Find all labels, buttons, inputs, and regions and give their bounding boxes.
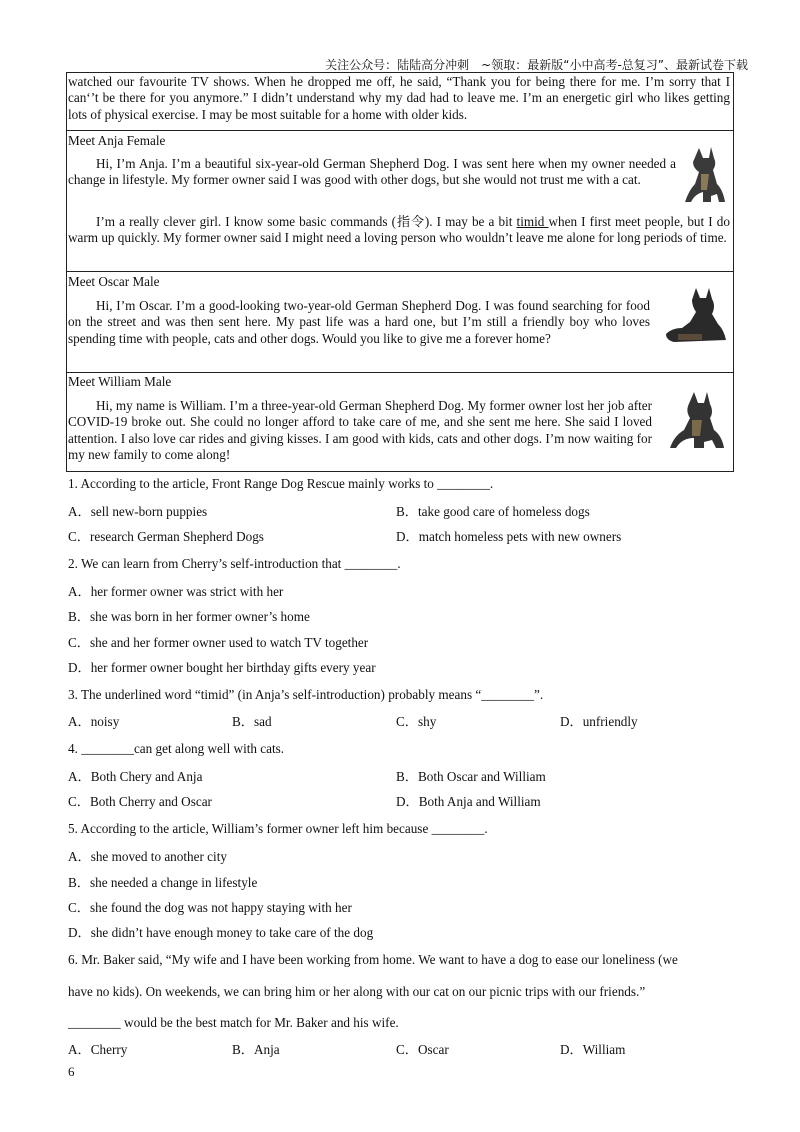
cherry-paragraph: watched our favourite TV shows. When he dropped me off, he said, “Thank you for being there for me. I’m sorry that I can‘’t be there for you anymore.” I didn’t understand why my dad had to leave me. I’m an energetic girl who likes getting lots of physical exercise. I may be most suitable for a home with older kids.: [68, 74, 730, 122]
q2-option-c: C．she and her former owner used to watch TV together: [68, 635, 369, 650]
question-1-stem: 1. According to the article, Front Range Dog Rescue mainly works to ________.: [68, 476, 494, 491]
question-5-stem: 5. According to the article, William’s former owner left him because ________.: [68, 821, 488, 836]
q6-option-a: A．Cherry: [68, 1042, 128, 1057]
q3-option-b: B．sad: [232, 714, 272, 729]
q4-option-d: D．Both Anja and William: [396, 794, 541, 809]
page-header: 关注公众号：陆陆高分冲刺 ~领取：最新版“小中高考-总复习”、最新试卷下载: [325, 58, 748, 72]
william-heading: Meet William Male: [68, 374, 172, 389]
anja-paragraph-2: [68, 214, 730, 247]
question-3-stem: 3. The underlined word “timid” (in Anja’s self-introduction) probably means “________”.: [68, 687, 544, 702]
question-6-stem-line-2: have no kids). On weekends, we can bring him or her along with our cat on our picnic trips with our friends.”: [68, 984, 646, 999]
timid-underlined-word: timid: [516, 214, 549, 229]
q1-option-c: C．research German Shepherd Dogs: [68, 529, 264, 544]
anja-paragraph-1: Hi, I’m Anja. I’m a beautiful six-year-old German Shepherd Dog. I was sent here when my owner needed a change in lifestyle. My former owner said I was good with other dogs, but she would not trust me with a cat.: [68, 156, 676, 188]
question-6-stem-line-1: 6. Mr. Baker said, “My wife and I have been working from home. We want to have a dog to ease our loneliness (we: [68, 952, 678, 967]
q4-option-a: A．Both Chery and Anja: [68, 769, 203, 784]
q3-option-a: A．noisy: [68, 714, 120, 729]
anja-box: [66, 130, 734, 272]
q6-option-c: C．Oscar: [396, 1042, 449, 1057]
question-2-stem: 2. We can learn from Cherry’s self-introduction that ________.: [68, 556, 401, 571]
q1-option-d: D．match homeless pets with new owners: [396, 529, 622, 544]
william-paragraph: Hi, my name is William. I’m a three-year-old German Shepherd Dog. My former owner lost her job after COVID-19 broke out. She could no longer afford to take care of me, and she sent me here. She said I loved attention. I also love car rides and giving kisses. I am good with kids, cats and other dogs. I’m now waiting for my new family to come along!: [68, 398, 652, 462]
anja-dog-icon: [681, 144, 731, 206]
q6-option-d: D．William: [560, 1042, 626, 1057]
q5-option-a: A．she moved to another city: [68, 849, 227, 864]
oscar-heading: Meet Oscar Male: [68, 274, 160, 289]
anja-heading: Meet Anja Female: [68, 133, 166, 148]
oscar-dog-icon: [662, 284, 728, 346]
anja-p2-after: when I first meet people, but I do warm up quickly. My former owner said I might need a loving person who wouldn’t leave me alone for long periods of time.: [68, 214, 730, 246]
q1-option-a: A．sell new-born puppies: [68, 504, 208, 519]
q2-option-d: D．her former owner bought her birthday gifts every year: [68, 660, 376, 675]
q4-option-c: C．Both Cherry and Oscar: [68, 794, 212, 809]
oscar-paragraph: Hi, I’m Oscar. I’m a good-looking two-year-old German Shepherd Dog. I was found searching for food on the street and was then sent here. My past life was a hard one, but I’m still a friendly boy who loves spending time with people, cats and other dogs. Would you like to give me a forever home?: [68, 298, 650, 346]
anja-p2-before: I’m a really clever girl. I know some basic commands (指令). I may be a bit: [96, 214, 517, 229]
q5-option-b: B．she needed a change in lifestyle: [68, 875, 258, 890]
q6-option-b: B．Anja: [232, 1042, 280, 1057]
question-6-stem-line-3: ________ would be the best match for Mr. Baker and his wife.: [68, 1015, 399, 1030]
q5-option-c: C．she found the dog was not happy staying with her: [68, 900, 352, 915]
q2-option-b: B．she was born in her former owner’s home: [68, 609, 310, 624]
q3-option-c: C．shy: [396, 714, 437, 729]
william-dog-icon: [664, 388, 730, 452]
q4-option-b: B．Both Oscar and William: [396, 769, 546, 784]
q2-option-a: A．her former owner was strict with her: [68, 584, 284, 599]
q3-option-d: D．unfriendly: [560, 714, 638, 729]
page-number: 6: [68, 1064, 75, 1079]
q1-option-b: B．take good care of homeless dogs: [396, 504, 590, 519]
q5-option-d: D．she didn’t have enough money to take care of the dog: [68, 925, 374, 940]
question-4-stem: 4. ________can get along well with cats.: [68, 741, 285, 756]
